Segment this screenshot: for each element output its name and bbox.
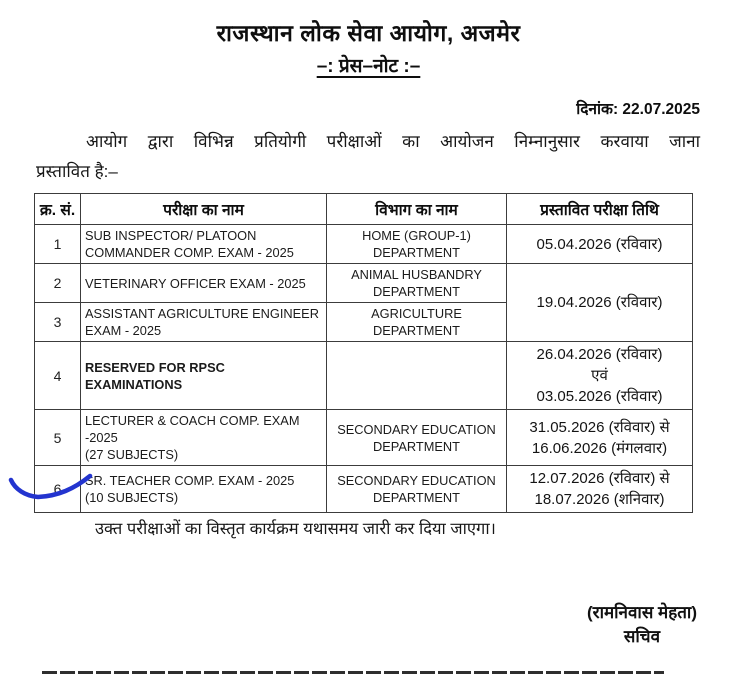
department-name: SECONDARY EDUCATION DEPARTMENT (327, 466, 507, 513)
signatory-name: (रामनिवास मेहता) (586, 603, 697, 622)
table-row (35, 466, 693, 513)
intro-line-1: आयोग द्वारा विभिन्न प्रतियोगी परीक्षाओं का आयोजन निम्नानुसार करवाया जाना (86, 132, 700, 151)
exam-schedule-table (34, 193, 693, 513)
footer-note: उक्त परीक्षाओं का विस्तृत कार्यक्रम यथासमय जारी कर दिया जाएगा। (95, 520, 496, 538)
header-proposed-date: प्रस्तावित परीक्षा तिथि (507, 194, 693, 225)
serial-no: 2 (35, 264, 81, 303)
exam-date: 12.07.2026 (रविवार) से 18.07.2026 (शनिवार) (507, 466, 693, 513)
signature-block (587, 601, 697, 649)
header-exam-name: परीक्षा का नाम (81, 194, 327, 225)
exam-date: 19.04.2026 (रविवार) (507, 264, 693, 342)
table-row (35, 410, 693, 466)
department-name (327, 342, 507, 410)
intro-paragraph (36, 128, 700, 186)
serial-no: 4 (35, 342, 81, 410)
page-title: राजस्थान लोक सेवा आयोग, अजमेर (216, 20, 521, 46)
exam-name: SR. TEACHER COMP. EXAM - 2025 (10 SUBJECTS) (81, 466, 327, 513)
intro-line-2: प्रस्तावित है:– (36, 162, 118, 181)
signatory-title: सचिव (623, 627, 661, 646)
exam-date: 26.04.2026 (रविवार) एवं 03.05.2026 (रविवार) (507, 342, 693, 410)
serial-no: 5 (35, 410, 81, 466)
exam-name: RESERVED FOR RPSC EXAMINATIONS (81, 342, 327, 410)
table-row (35, 225, 693, 264)
table-header-row (35, 194, 693, 225)
table-row (35, 342, 693, 410)
header-serial-no: क्र. सं. (35, 194, 81, 225)
exam-name: SUB INSPECTOR/ PLATOON COMMANDER COMP. EXAM - 2025 (81, 225, 327, 264)
bottom-divider-line (42, 671, 664, 674)
exam-name: ASSISTANT AGRICULTURE ENGINEER EXAM - 2025 (81, 303, 327, 342)
page-subtitle: –: प्रेस–नोट :– (316, 56, 421, 77)
department-name: ANIMAL HUSBANDRY DEPARTMENT (327, 264, 507, 303)
department-name: HOME (GROUP-1) DEPARTMENT (327, 225, 507, 264)
table-row (35, 264, 693, 303)
serial-no: 3 (35, 303, 81, 342)
exam-date: 05.04.2026 (रविवार) (507, 225, 693, 264)
serial-no: 6 (35, 466, 81, 513)
department-name: SECONDARY EDUCATION DEPARTMENT (327, 410, 507, 466)
department-name: AGRICULTURE DEPARTMENT (327, 303, 507, 342)
exam-name: LECTURER & COACH COMP. EXAM -2025 (27 SUBJECTS) (81, 410, 327, 466)
date-line: दिनांक: 22.07.2025 (576, 101, 700, 118)
exam-date: 31.05.2026 (रविवार) से 16.06.2026 (मंगलवार) (507, 410, 693, 466)
header-department-name: विभाग का नाम (327, 194, 507, 225)
serial-no: 1 (35, 225, 81, 264)
exam-name: VETERINARY OFFICER EXAM - 2025 (81, 264, 327, 303)
